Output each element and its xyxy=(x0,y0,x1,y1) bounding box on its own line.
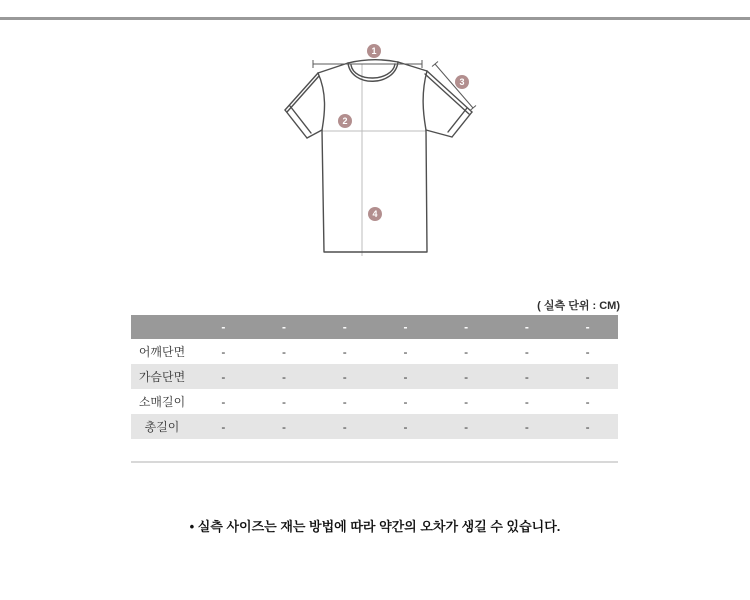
size-table xyxy=(131,315,618,439)
table-row xyxy=(131,414,618,439)
table-cell: - xyxy=(282,394,287,409)
table-header-row xyxy=(131,315,618,339)
marker-3-number: 3 xyxy=(459,77,465,88)
marker-4-number: 4 xyxy=(372,209,378,220)
row-label: 총길이 xyxy=(131,414,193,439)
table-cell: - xyxy=(314,364,375,389)
table-cell: - xyxy=(254,364,315,389)
marker-2 xyxy=(338,114,352,128)
marker-3 xyxy=(455,75,469,89)
tshirt-measurement-diagram xyxy=(270,38,490,268)
table-cell: - xyxy=(342,394,347,409)
table-cell: - xyxy=(524,394,529,409)
marker-1-number: 1 xyxy=(371,46,377,57)
unit-caption: ( 실측 단위 : CM) xyxy=(537,300,620,312)
table-cell: - xyxy=(314,414,375,439)
table-header-cell: - xyxy=(497,315,558,339)
table-header-cell: - xyxy=(254,315,315,339)
table-header-cell: - xyxy=(375,315,436,339)
table-cell: - xyxy=(436,364,497,389)
table-bottom-divider xyxy=(131,461,618,463)
table-cell: - xyxy=(557,364,618,389)
row-label: 소매길이 xyxy=(138,395,186,409)
marker-4 xyxy=(368,207,382,221)
table-cell: - xyxy=(464,394,469,409)
table-cell: - xyxy=(557,414,618,439)
table-cell: - xyxy=(254,414,315,439)
table-cell: - xyxy=(221,344,226,359)
size-table-grid xyxy=(131,315,618,439)
table-header-cell: - xyxy=(314,315,375,339)
marker-2-number: 2 xyxy=(342,116,348,127)
table-cell: - xyxy=(585,394,590,409)
row-label: 가슴단면 xyxy=(131,364,193,389)
table-cell: - xyxy=(375,364,436,389)
table-header-cell: - xyxy=(193,315,254,339)
table-header-cell: - xyxy=(436,315,497,339)
table-cell: - xyxy=(524,344,529,359)
table-cell: - xyxy=(464,344,469,359)
table-header-label-cell xyxy=(131,315,193,339)
top-divider xyxy=(0,17,750,20)
table-cell: - xyxy=(221,394,226,409)
table-cell: - xyxy=(497,414,558,439)
table-cell: - xyxy=(342,344,347,359)
table-cell: - xyxy=(497,364,558,389)
measurement-note: • 실측 사이즈는 재는 방법에 따라 약간의 오차가 생길 수 있습니다. xyxy=(189,519,561,534)
table-cell: - xyxy=(282,344,287,359)
table-cell: - xyxy=(436,414,497,439)
table-cell: - xyxy=(193,414,254,439)
table-row xyxy=(131,339,618,364)
table-cell: - xyxy=(585,344,590,359)
table-cell: - xyxy=(375,414,436,439)
table-row xyxy=(131,364,618,389)
tshirt-diagram-svg xyxy=(270,38,490,268)
table-cell: - xyxy=(403,394,408,409)
row-label: 어깨단면 xyxy=(138,345,186,359)
table-header-cell: - xyxy=(557,315,618,339)
table-cell: - xyxy=(193,364,254,389)
table-row xyxy=(131,389,618,414)
table-cell: - xyxy=(403,344,408,359)
marker-1 xyxy=(367,44,381,58)
tshirt-outline xyxy=(285,60,472,252)
